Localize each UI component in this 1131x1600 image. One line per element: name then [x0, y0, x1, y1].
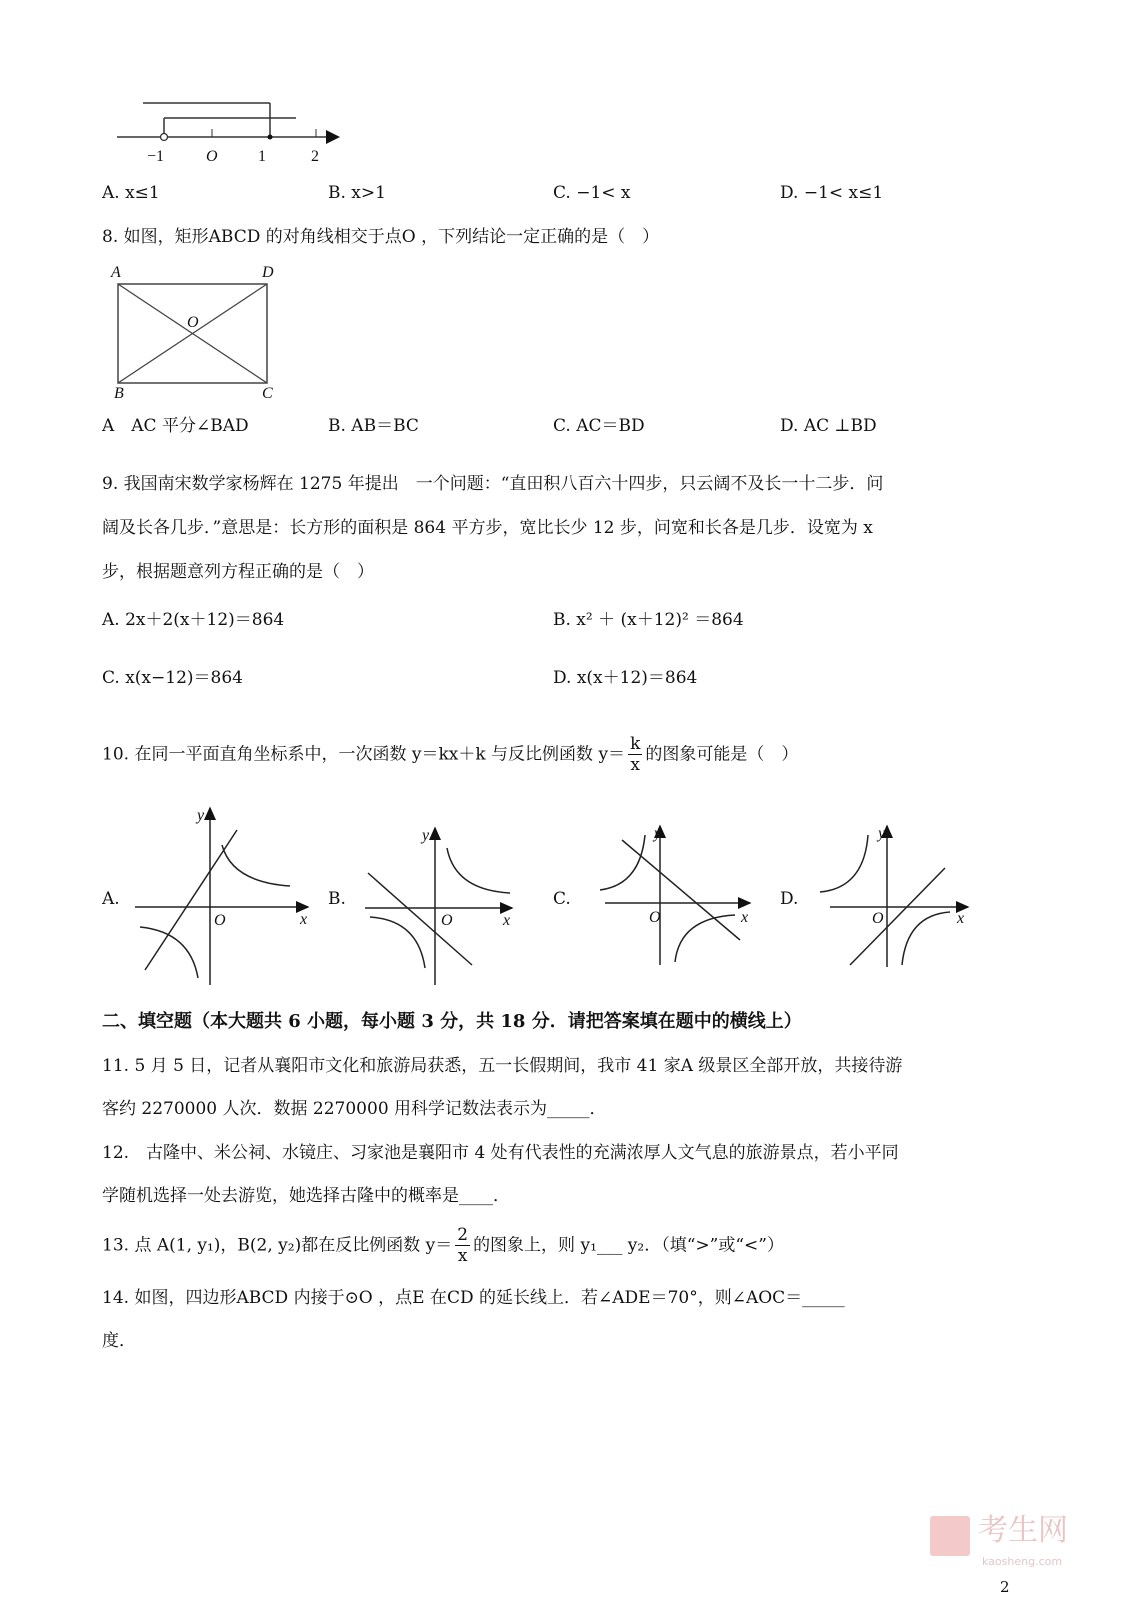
section-2-heading: 二、填空题（本大题共 6 小题，每小题 3 分，共 18 分．请把答案填在题中的横线上） [102, 1011, 802, 1032]
origin-label: O [872, 910, 884, 927]
q7-option-c: C. −1< x [553, 183, 631, 203]
vertex-label-c: C [262, 385, 273, 402]
q13-after: 的图象上，则 y₁___ y₂．（填“>”或“<”） [473, 1235, 784, 1256]
tick-label: 2 [311, 148, 319, 165]
q10-stem-after: 的图象可能是（ ） [645, 744, 799, 765]
origin-label: O [649, 909, 661, 926]
q9-option-a: A. 2x＋2(x＋12)＝864 [102, 610, 285, 630]
q10-stem-before: 10. 在同一平面直角坐标系中，一次函数 y＝kx＋k 与反比例函数 y＝ [102, 744, 626, 765]
q8-option-d: D. AC ⊥BD [780, 416, 877, 436]
axis-label-x: x [300, 911, 308, 928]
q9-option-b: B. x² ＋ (x＋12)² ＝864 [553, 610, 744, 630]
graph-c [600, 826, 750, 965]
tick-label: −1 [147, 148, 165, 165]
q7-option-d: D. −1< x≤1 [780, 183, 884, 203]
q11-line-2: 客约 2270000 人次．数据 2270000 用科学记数法表示为_____． [102, 1099, 607, 1119]
vertex-label-b: B [114, 385, 124, 402]
graph-b [365, 828, 512, 985]
q7-option-a: A. x≤1 [102, 183, 160, 203]
center-label-o: O [187, 314, 199, 331]
q8-option-a: A AC 平分∠BAD [102, 416, 249, 436]
watermark-en: kaosheng.com [982, 1555, 1063, 1568]
q14-line-2: 度． [102, 1331, 136, 1351]
q9-line-1: 9. 我国南宋数学家杨辉在 1275 年提出 一个问题：“直田积八百六十四步，只云阔不及长一十二步．问 [102, 474, 884, 494]
q13-stem [102, 1225, 784, 1267]
q9-line-3: 步，根据题意列方程正确的是（ ） [102, 562, 374, 582]
axis-label-y: y [654, 825, 662, 842]
watermark-logo [930, 1513, 1100, 1572]
q11-line-1: 11. 5 月 5 日，记者从襄阳市文化和旅游局获悉，五一长假期间，我市 41 家A 级景区全部开放，共接待游 [102, 1056, 903, 1076]
q13-before: 13. 点 A(1, y₁)，B(2, y₂)都在反比例函数 y＝ [102, 1235, 453, 1256]
axis-label-y: y [422, 827, 430, 844]
q9-option-d: D. x(x＋12)＝864 [553, 668, 698, 688]
fraction-2-over-x: $\frac{2}{x}$ [457, 1225, 469, 1267]
q10-option-b-letter: B. [328, 889, 346, 909]
fraction-k-over-x: $\frac{k}{x}$ [630, 734, 641, 776]
q10-option-a-letter: A. [102, 889, 120, 909]
q12-line-2: 学随机选择一处去游览，她选择古隆中的概率是____． [102, 1186, 510, 1206]
q14-line-1: 14. 如图，四边形ABCD 内接于⊙O ，点E 在CD 的延长线上．若∠ADE＝70°，则∠AOC＝_____ [102, 1288, 845, 1308]
graph-a [135, 808, 308, 985]
q10-option-c-letter: C. [553, 889, 571, 909]
q8-stem: 8. 如图，矩形ABCD 的对角线相交于点O ，下列结论一定正确的是（ ） [102, 227, 660, 247]
q10-option-d-letter: D. [780, 889, 799, 909]
axis-label-y: y [197, 807, 205, 824]
q7-option-b: B. x>1 [328, 183, 386, 203]
axis-label-y: y [878, 825, 886, 842]
tick-label: O [206, 148, 218, 165]
origin-label: O [441, 912, 453, 929]
vertex-label-a: A [111, 264, 121, 281]
graph-d [820, 826, 968, 967]
q9-line-2: 阔及长各几步．”意思是：长方形的面积是 864 平方步，宽比长少 12 步，问宽和长各是几步．设宽为 x [102, 518, 873, 538]
q12-line-1: 12. 古隆中、米公祠、水镜庄、习家池是襄阳市 4 处有代表性的充满浓厚人文气息的旅游景点，若小平同 [102, 1143, 899, 1163]
axis-label-x: x [741, 909, 749, 926]
q8-option-c: C. AC＝BD [553, 416, 645, 436]
vertex-label-d: D [262, 264, 274, 281]
watermark-cn: 考生网 [978, 1513, 1068, 1548]
watermark-icon [930, 1516, 970, 1556]
q9-option-c: C. x(x−12)＝864 [102, 668, 243, 688]
axis-label-x: x [957, 910, 965, 927]
tick-label: 1 [258, 148, 266, 165]
axis-label-x: x [503, 912, 511, 929]
q8-option-b: B. AB＝BC [328, 416, 419, 436]
page-number: 2 [1000, 1578, 1010, 1596]
origin-label: O [214, 912, 226, 929]
